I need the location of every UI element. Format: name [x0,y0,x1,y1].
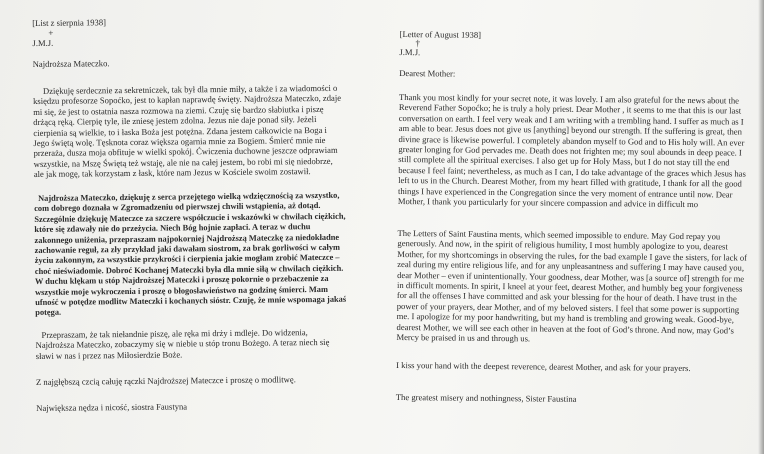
page-edge-shadow [758,0,764,454]
polish-signature: Największa nędza i nicość, siostra Faustyna [36,401,188,413]
english-paragraph-2: The Letters of Saint Faustina ments, which seemed impossible to endure. May God repay you generously. And now, in the spirit of religious humility, I most humbly apologize to you, dearest Mother, for my shortcomings in observing the rules, for the bad example I gave the sisters, for lack of zeal during my entire religious life, and for any unpleasantness and suffering I may have caused you, dear Mother – even if unintentionally. Your goodness, dear Mother, was [a source of] strength for me in difficult moments. In spirit, I kneel at your feet, dearest Mother, and humbly beg your forgiveness for all the offenses I have committed and ask your blessing for the hour of death. I have trust in the power of your prayers, dear Mother, and of my beloved sisters. I feel that some power is supporting me. I apologize for my poor handwriting, but my hand is trembling and growing weak. Good-bye, dearest Mother, we will see each other in heaven at the foot of God’s throne. And now, may God’s Mercy be praised in us and through us. [396,227,748,344]
polish-paragraph-1: Dziękuję serdecznie za sekretniczek, tak był dla mnie miły, a także i za wiadomości o księdzu profesorze Sopoćko, jest to kapłan naprawdę święty. Najdroższa Mateczko, zdaje mi się, że jest to ostatnia nasza rozmowa na ziemi. Czuję się bardzo słabiutka i piszę drżącą ręką. Cierpię tyle, ile zniesę jestem zdolna. Jezus nie daje ponad siły. Jeżeli cierpienia są wielkie, to i łaska Boża jest potężna. Zdana jestem całkowicie na Boga i Jego świętą wolę. Tęsknota coraz większa ogarnia mnie za Bogiem. Śmierć mnie nie przeraża, dusza moja obfituje w wielki spokój. Ćwiczenia duchowne jeszcze odprawiam wszystkie, na Mszę Świętą też wstaję, ale nie na całej jestem, bo robi mi się niedobrze, ale jak mogę, tak korzystam z łask, które nam Jezus w Kościele swoim zostawił. [33,82,342,180]
polish-jmj: J.M.J. [32,37,54,48]
cross-icon: + [48,27,54,38]
english-signature: The greatest misery and nothingness, Sister Faustina [395,391,577,404]
english-paragraph-1: Thank you most kindly for your secret note, it was lovely. I am also grateful for the news about the Reverend Father Sopoćko; he is truly a holy priest. Dear Mother , it seems to me that this is our last conversation on earth. I feel very weak and I am writing with a trembling hand. I suffer as much as I am able to bear. Jesus does not give us [anything] beyond our strength. If the suffering is great, then divine grace is likewise powerful. I completely abandon myself to God and to His holy will. An ever greater longing for God pervades me. Death does not frighten me; my soul abounds in deep peace. I still complete all the spiritual exercises. I also get up for Holy Mass, but I do not stay till the end because I feel faint; nevertheless, as much as I can, I do take advantage of the graces which Jesus has left to us in the Church. Dearest Mother, from my heart filled with gratitude, I thank for all the good things I have experienced in the Congregation since the very moment of entrance until now. Dear Mother, I thank you particularly for your sincere compassion and advice in difficult mo [397,91,746,210]
english-date-header: [Letter of August 1938] [399,28,482,40]
english-letter [395,0,752,404]
english-jmj: J.M.J. [399,46,421,58]
cross-icon: † [415,38,421,49]
polish-salutation: Najdroższa Mateczko. [32,58,110,69]
english-salutation: Dearest Mother: [399,67,456,79]
english-closing: I kiss your hand with the deepest reverence, dearest Mother, and ask for your prayers. [396,359,691,374]
polish-paragraph-2: Najdroższa Mateczko, dziękuję z serca przejętego wielką wdzięcznością za wszystko, com dobrego doznała w Zgromadzeniu od pierwszej chwili wstąpienia, aż dotąd. Szczególnie dziękuję Mateczce za szczere współczucie i wskazówki w chwilach ciężkich, które się zdawały nie do przeżycia. Niech Bóg hojnie zapłaci. A teraz w duchu zakonnego uniżenia, przepraszam najpokorniej Najdroższą Mateczkę za niedokładne zachowanie reguł, za zły przykład jaki dawałam siostrom, za brak gorliwości w całym życiu zakonnym, za wszystkie przykrości i cierpienia jakie mogłam zrobić Mateczce – choć nieświadomie. Dobroć Kochanej Mateczki była dla mnie siłą w chwilach ciężkich. W duchu klękam u stóp Najdroższej Mateczki i proszę pokornie o przebaczenie za wszystkie moje wykroczenia i proszę o błogosławieństwo na godzinę śmierci. Mam ufność w potędze modlitw Mateczki i kochanych sióstr. Czuję, że mnie wspomaga jakaś potęga. [34,190,347,318]
polish-date-header: [List z sierpnia 1938] [32,17,107,28]
polish-closing: Z najgłębszą czcią całuję rączki Najdroższej Mateczce i proszę o modlitwę. [35,374,296,387]
polish-paragraph-3: Przepraszam, że tak niełandnie piszę, ale ręka mi drży i mdleje. Do widzenia, Najdroższa Mateczko, zobaczymy się w niebie u stóp tronu Bożego. A teraz niech się sławi w nas i przez nas Miłosierdzie Boże. [35,327,330,361]
